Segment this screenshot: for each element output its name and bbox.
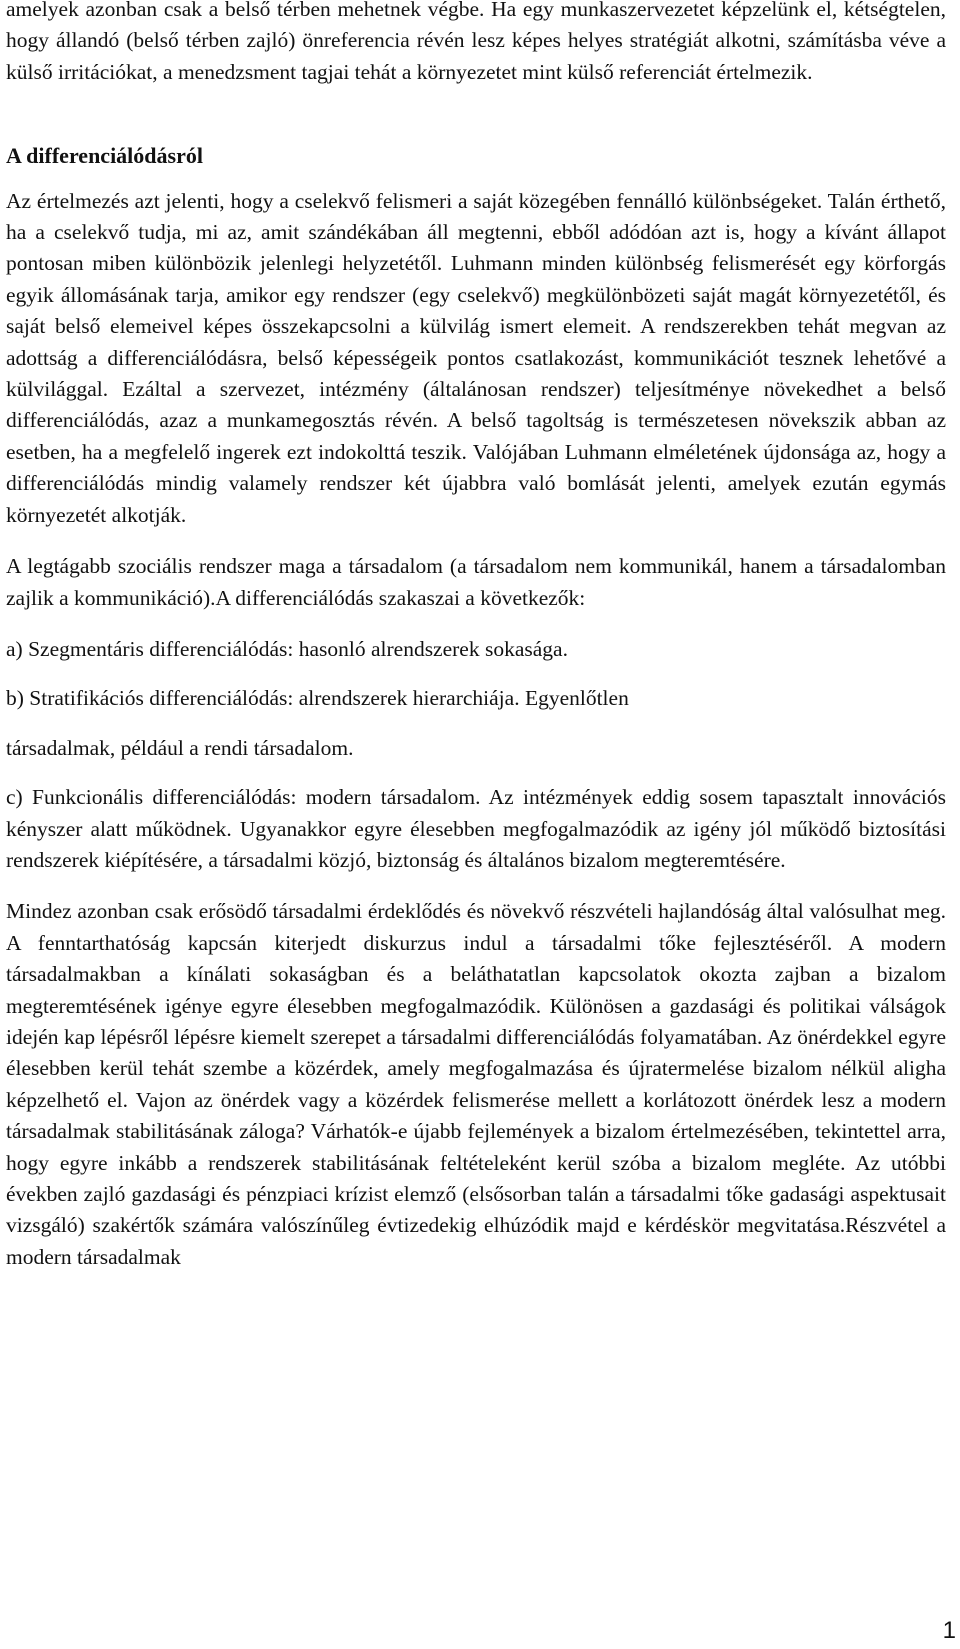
list-item-stratification: b) Stratifikációs differenciálódás: alrendszerek hierarchiája. Egyenlőtlen [6, 686, 629, 711]
list-item-stratification-continued: társadalmak, például a rendi társadalom. [6, 735, 354, 760]
paragraph-society: A legtágabb szociális rendszer maga a társadalom (a társadalom nem kommunikál, hanem a társadalomban zajlik a kommunikáció).A differenciálódás szakaszai a következők: [6, 554, 946, 610]
page-number: 1 [942, 1617, 956, 1644]
paragraph-trust: Mindez azonban csak erősödő társadalmi érdeklődés és növekvő részvételi hajlandóság által valósulhat meg. A fenntarthatóság kapcsán kiterjedt diskurzus indul a társadalmi tőke fejlesztéséről. A modern társadalmakban a kínálati sokaságban és a beláthatatlan kapcsolatok okozta zajban a bizalom megteremtésének igénye egyre élesebben megfogalmazódik. Különösen a gazdasági és politikai válságok idején kap lépésről lépésre kiemelt szerepet a társadalmi differenciálódás folyamatában. Az önérdekkel egyre élesebben kerül tehát szembe a közérdek, amely megfogalmazása és újratermelése bizalom nélkül aligha képzelhető el. Vajon az önérdek vagy a közérdek felismerése mellett a korlátozott önérdek lesz a modern társadalmak stabilitásának záloga? Várhatók-e újabb fejlemények a bizalom értelmezésében, tekintettel arra, hogy egyre inkább a rendszerek stabilitásának feltételeként kerül szóba a bizalom megléte. Az utóbbi években zajló gazdasági és pénzpiaci krízist elemző (elsősorban talán a társadalmi tőke gadasági aspektusait vizsgáló) szakértők számára valószínűleg évtizedekig elhúzódik majd e kérdéskör megvitatása.Részvétel a modern társadalmak [6, 899, 946, 1269]
paragraph-interpretation: Az értelmezés azt jelenti, hogy a cselekvő felismeri a saját közegében fennálló különbségeket. Talán érthető, ha a cselekvő tudja, mi az, amit szándékában áll megtenni, ebből adódóan azt is, hogy a kívánt állapot pontosan miben különbözik jelenlegi helyzetétől. Luhmann minden különbség felismerését egy körforgás egyik állomásának tarja, amikor egy rendszer (egy cselekvő) megkülönbözeti saját magát környezetétől, és saját belső elemeivel képes összekapcsolni a külvilág ismert elemeit. A rendszerekben tehát megvan az adottság a differenciálódásra, belső képességeik pontos csatlakozást, kommunikációt tesznek lehetővé a külvilággal. Ezáltal a szervezet, intézmény (általánosan rendszer) teljesítménye növekedhet a belső differenciálódás, azaz a munkamegosztás révén. A belső tagoltság is természetesen növekszik abban az esetben, ha a megfelelő ingerek ezt indokolttá teszik. Valójában Luhmann elméletének újdonsága az, hogy a differenciálódás mindig valamely rendszer két újabbra való bomlását jelenti, amelyek ezután egymás környezetét alkotják. [6, 188, 946, 527]
intro-paragraph: amelyek azonban csak a belső térben mehetnek végbe. Ha egy munkaszervezetet képzelünk el, kétségtelen, hogy állandó (belső térben zajló) önreferencia révén lesz képes helyes stratégiát alkotni, számításba véve a külső irritációkat, a menedzsment tagjai tehát a környezetet mint külső referenciát értelmezik. [6, 0, 946, 84]
document-page [6, 0, 946, 1273]
list-item-segmental: a) Szegmentáris differenciálódás: hasonló alrendszerek sokasága. [6, 636, 568, 661]
section-heading: A differenciálódásról [6, 143, 203, 169]
list-item-functional: c) Funkcionális differenciálódás: modern társadalom. Az intézmények eddig sosem tapasztalt innovációs kényszer alatt működnek. Ugyanakkor egyre élesebben megfogalmazódik az igény jól működő biztosítási rendszerek kiépítésére, a társadalmi közjó, biztonság és általános bizalom megteremtésére. [6, 785, 946, 872]
